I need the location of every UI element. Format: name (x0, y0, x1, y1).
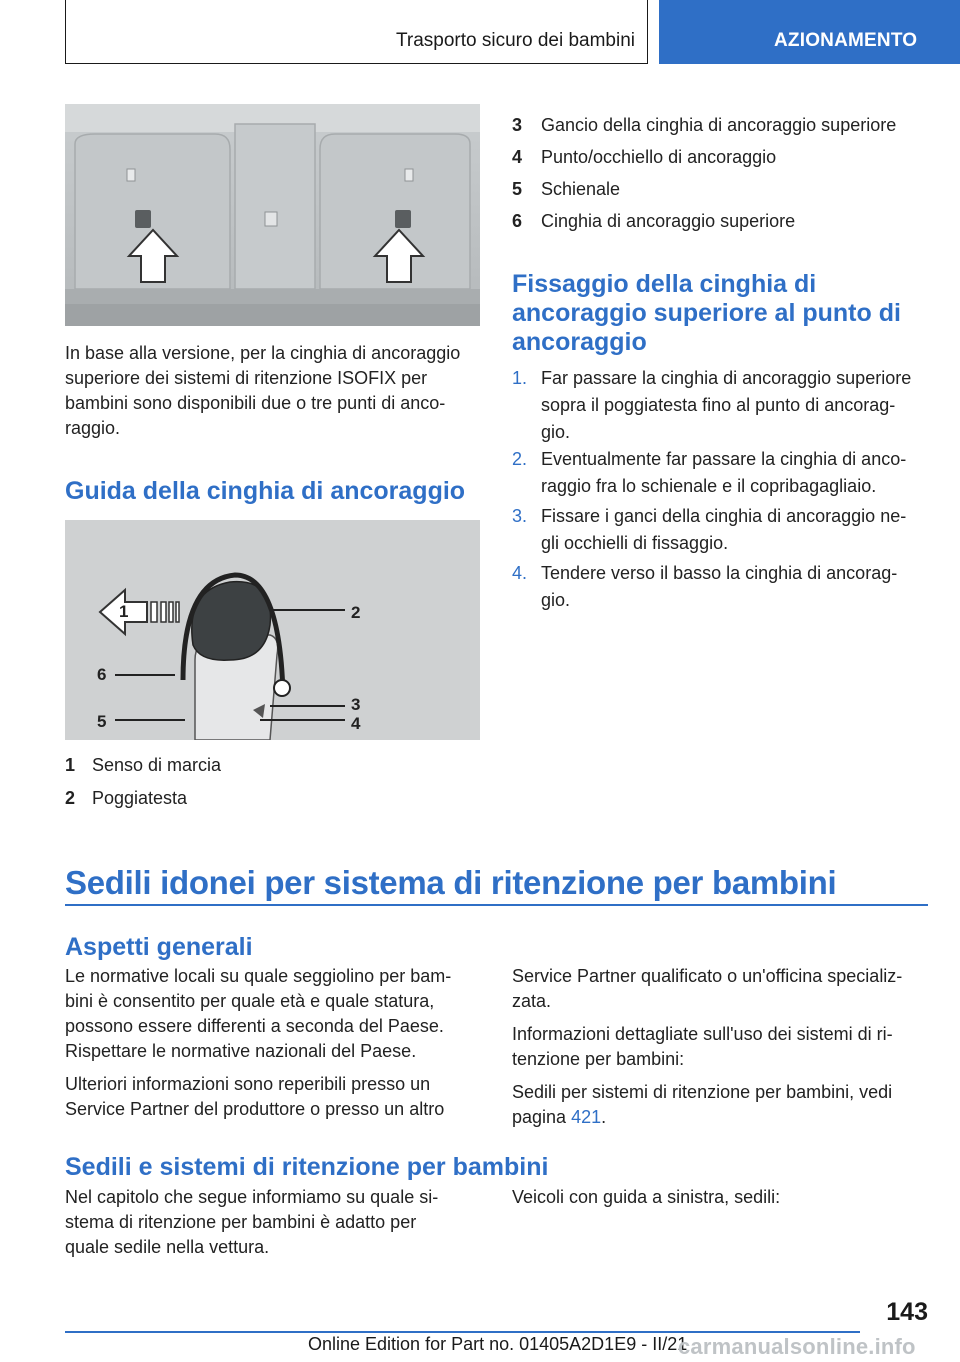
page-reference (512, 1105, 942, 1130)
ref-suffix: . (601, 1107, 607, 1127)
seats-line: quale sedile nella vettura. (65, 1237, 270, 1257)
legend-number: 4 (512, 147, 523, 167)
step-line: sopra il poggiatesta fino al punto di ancorag- (541, 395, 896, 415)
legend-number: 6 (512, 211, 523, 231)
legend-item (512, 146, 932, 168)
seats-line: Veicoli con guida a sinistra, sedili: (512, 1187, 781, 1207)
intro-line: superiore dei sistemi di ritenzione ISOFIX per (65, 368, 428, 388)
step-line: Fissare i ganci della cinghia di ancoraggio ne- (541, 506, 907, 526)
general-line: Informazioni dettagliate sull'uso dei sistemi di ri- (512, 1024, 893, 1044)
general-heading: Aspetti generali (65, 933, 253, 961)
section-title-rule (65, 904, 928, 906)
step-item (512, 365, 932, 446)
guide-heading: Guida della cinghia di ancoraggio (65, 477, 466, 505)
general-line: Service Partner qualificato o un'officina specializ- (512, 966, 903, 986)
legend-text: Gancio della cinghia di ancoraggio superiore (541, 115, 897, 135)
general-line: Ulteriori informazioni sono reperibili presso un (65, 1074, 431, 1094)
general-line: Rispettare le normative nazionali del Paese. (65, 1041, 417, 1061)
step-item (512, 560, 932, 614)
legend-item (65, 754, 485, 776)
step-item (512, 503, 932, 557)
general-line: bini è consentito per quale età e quale statura, (65, 991, 435, 1011)
step-line: gio. (541, 422, 571, 442)
intro-line: In base alla versione, per la cinghia di ancoraggio (65, 343, 461, 363)
step-line: raggio fra lo schienale e il copribagagliaio. (541, 476, 877, 496)
intro-paragraph (65, 341, 485, 441)
step-line: Far passare la cinghia di ancoraggio superiore (541, 368, 912, 388)
step-item (512, 446, 932, 500)
fix-heading-line: ancoraggio superiore al punto di (512, 299, 901, 327)
watermark: carmanualsonline.info (678, 1334, 916, 1359)
ref-prefix: pagina (512, 1107, 572, 1127)
step-line: Tendere verso il basso la cinghia di ancorag- (541, 563, 898, 583)
step-line: Eventualmente far passare la cinghia di anco- (541, 449, 907, 469)
figure-label-6: 6 (97, 665, 107, 684)
step-number: 2. (512, 449, 528, 469)
chapter-title: Trasporto sicuro dei bambini (395, 30, 635, 51)
seats-heading: Sedili e sistemi di ritenzione per bambini (65, 1153, 549, 1181)
step-line: gli occhielli di fissaggio. (541, 533, 729, 553)
section-tab-label: AZIONAMENTO (774, 30, 918, 51)
legend-number: 5 (512, 179, 523, 199)
legend-item (512, 114, 932, 136)
general-line: Service Partner del produttore o presso un altro (65, 1099, 445, 1119)
header-section-tab[interactable] (659, 0, 960, 64)
figure-label-5: 5 (97, 712, 107, 731)
step-number: 3. (512, 506, 528, 526)
general-line: zata. (512, 991, 552, 1011)
figure-label-2: 2 (351, 603, 361, 622)
anchorage-photo (65, 104, 480, 326)
fix-heading (512, 270, 942, 357)
legend-text: Cinghia di ancoraggio superiore (541, 211, 796, 231)
legend-item (65, 787, 485, 809)
seats-line: Nel capitolo che segue informiamo su quale si- (65, 1187, 439, 1207)
legend-text: Senso di marcia (92, 755, 222, 775)
general-line: tenzione per bambini: (512, 1049, 685, 1069)
step-line: gio. (541, 590, 571, 610)
general-right-text (512, 964, 942, 1130)
fix-heading-line: Fissaggio della cinghia di (512, 270, 817, 298)
edition-text: Online Edition for Part no. 01405A2D1E9 - II/21 (308, 1334, 688, 1354)
general-left-text (65, 964, 490, 1122)
intro-line: raggio. (65, 418, 121, 438)
header-chapter-box (65, 0, 648, 64)
intro-line: bambini sono disponibili due o tre punti di anco- (65, 393, 446, 413)
footer-rule (65, 1331, 860, 1333)
legend-number: 3 (512, 115, 523, 135)
fix-heading-line: ancoraggio (512, 328, 647, 356)
legend-item (512, 178, 932, 200)
strap-routing-diagram (65, 520, 480, 740)
step-number: 1. (512, 368, 528, 388)
legend-number: 2 (65, 788, 76, 808)
page-link[interactable]: 421 (571, 1107, 602, 1127)
general-line: Le normative locali su quale seggiolino per bam- (65, 966, 452, 986)
seats-line: stema di ritenzione per bambini è adatto per (65, 1212, 417, 1232)
seats-right-text (512, 1185, 942, 1210)
seats-left-text (65, 1185, 490, 1260)
legend-text: Poggiatesta (92, 788, 188, 808)
figure-label-1: 1 (119, 602, 129, 621)
general-line: Sedili per sistemi di ritenzione per bambini, vedi (512, 1082, 893, 1102)
legend-number: 1 (65, 755, 76, 775)
step-number: 4. (512, 563, 528, 583)
figure-label-3: 3 (351, 695, 361, 714)
page-number: 143 (886, 1298, 928, 1326)
figure-label-4: 4 (351, 714, 361, 733)
legend-text: Schienale (541, 179, 621, 199)
legend-item (512, 210, 932, 232)
section-title: Sedili idonei per sistema di ritenzione per bambini (65, 864, 837, 901)
legend-text: Punto/occhiello di ancoraggio (541, 147, 777, 167)
general-line: possono essere differenti a seconda del Paese. (65, 1016, 444, 1036)
